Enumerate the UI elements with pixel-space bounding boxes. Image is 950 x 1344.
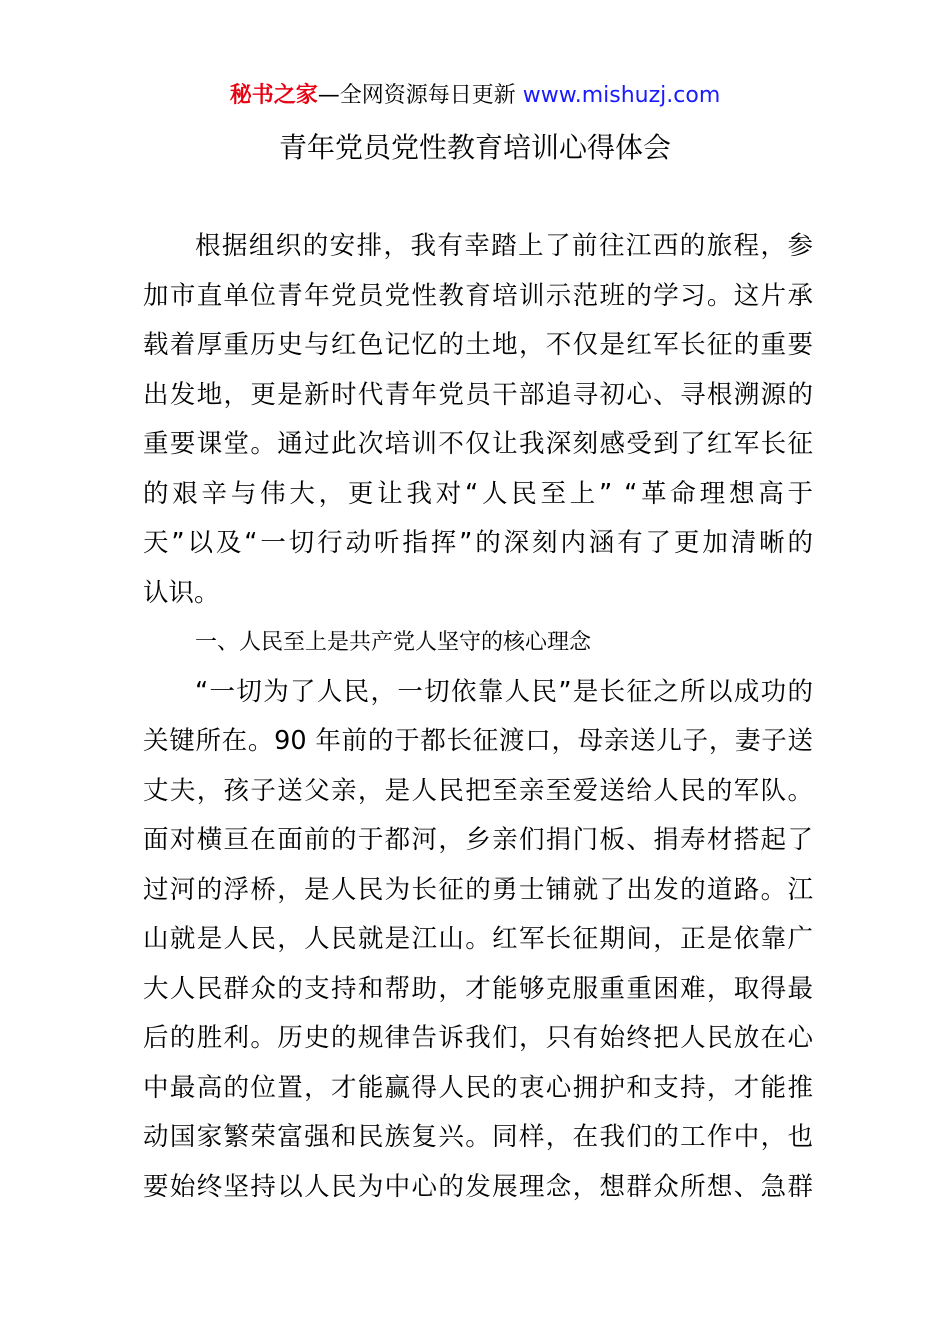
site-url-link[interactable]: www.mishuzj.com bbox=[522, 83, 721, 108]
brand-name: 秘书之家 bbox=[229, 83, 318, 108]
header-tagline: —全网资源每日更新 bbox=[317, 83, 523, 108]
paragraph-line: 面对横亘在面前的于都河，乡亲们捐门板、捐寿材搭起了 bbox=[143, 825, 813, 855]
paragraph-line: 后的胜利。历史的规律告诉我们，只有始终把人民放在心 bbox=[143, 1023, 813, 1053]
paragraph-line: 要始终坚持以人民为中心的发展理念，想群众所想、急群 bbox=[143, 1171, 813, 1202]
paragraph-line: 山就是人民，人民就是江山。红军长征期间，正是依靠广 bbox=[143, 924, 813, 954]
paragraph-line: 的艰辛与伟大，更让我对“人民至上” “革命理想高于 bbox=[143, 478, 813, 509]
paragraph-line: “一切为了人民，一切依靠人民”是长征之所以成功的 bbox=[195, 676, 813, 707]
document-title: 青年党员党性教育培训心得体会 bbox=[278, 131, 671, 164]
paragraph-line: 大人民群众的支持和帮助，才能够克服重重困难，取得最 bbox=[143, 973, 813, 1004]
paragraph-line: 丈夫，孩子送父亲，是人民把至亲至爱送给人民的军队。 bbox=[143, 775, 813, 806]
paragraph-line: 天”以及“一切行动听指挥”的深刻内涵有了更加清晰的 bbox=[143, 528, 813, 558]
paragraph-line: 过河的浮桥，是人民为长征的勇士铺就了出发的道路。江 bbox=[143, 874, 813, 905]
paragraph-line: 关键所在。90 年前的于都长征渡口，母亲送儿子，妻子送 bbox=[143, 726, 813, 756]
paragraph-line: 载着厚重历史与红色记忆的土地，不仅是红军长征的重要 bbox=[143, 330, 813, 360]
site-header bbox=[0, 80, 950, 112]
paragraph-line: 重要课堂。通过此次培训不仅让我深刻感受到了红军长征 bbox=[143, 429, 813, 459]
paragraph-line: 认识。 bbox=[143, 577, 220, 608]
paragraph-line: 出发地，更是新时代青年党员干部追寻初心、寻根溯源的 bbox=[143, 379, 813, 410]
section-heading: 一、人民至上是共产党人坚守的核心理念 bbox=[195, 630, 592, 655]
document-body bbox=[143, 222, 813, 1212]
paragraph-line: 根据组织的安排，我有幸踏上了前往江西的旅程，参 bbox=[195, 231, 813, 261]
paragraph-line: 中最高的位置，才能赢得人民的衷心拥护和支持，才能推 bbox=[143, 1072, 813, 1103]
paragraph-line: 加市直单位青年党员党性教育培训示范班的学习。这片承 bbox=[143, 280, 813, 311]
paragraph-line: 动国家繁荣富强和民族复兴。同样，在我们的工作中，也 bbox=[143, 1122, 813, 1152]
